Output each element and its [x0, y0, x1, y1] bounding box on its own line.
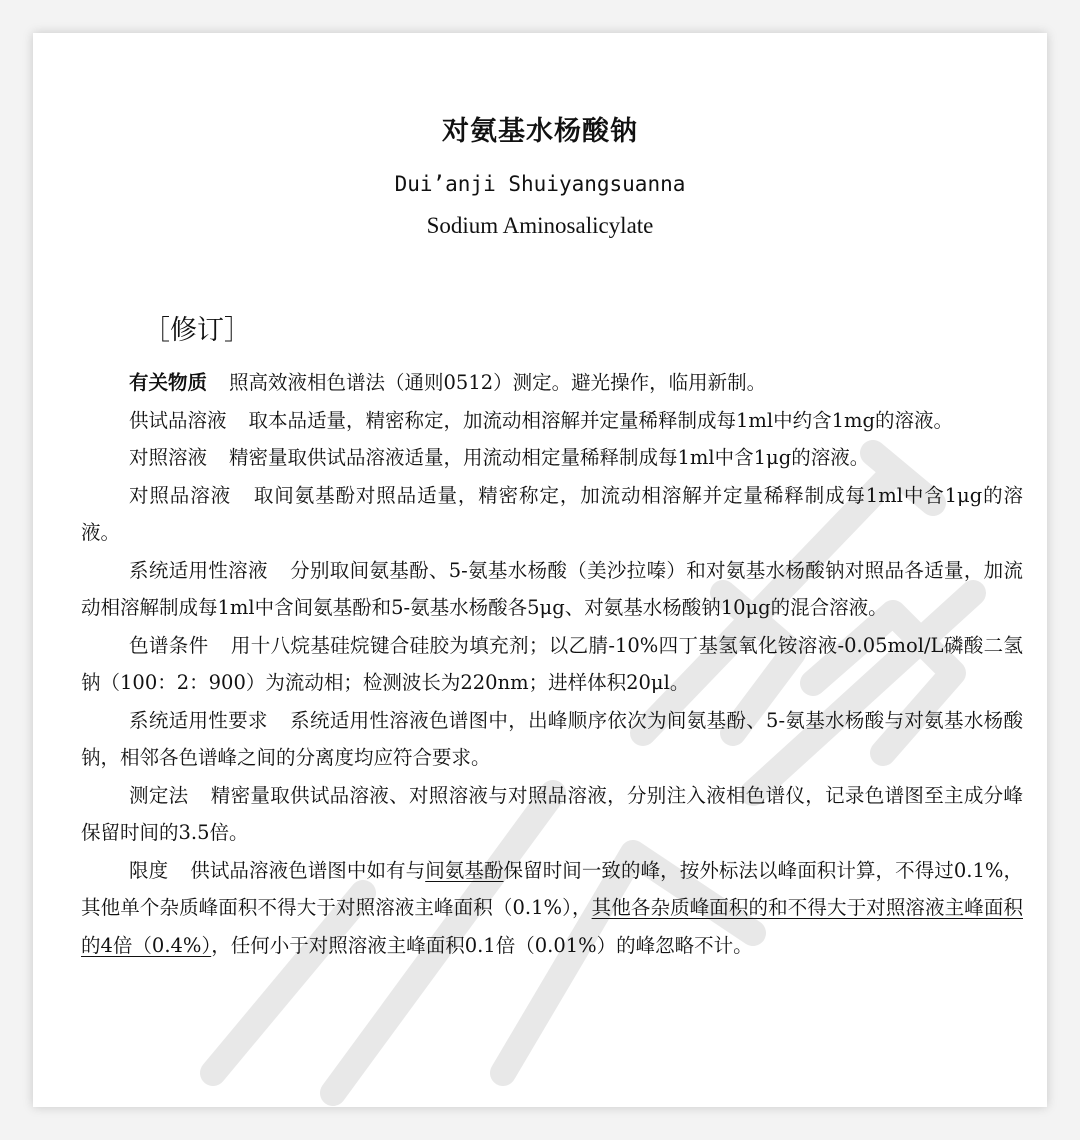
paragraph-system-suitability-requirements [81, 702, 1023, 777]
paragraph-text: 分别取间氨基酚、5-氨基水杨酸（美沙拉嗪）和对氨基水杨酸钠对照品各适量，加流动相溶解制成每1ml中含间氨基酚和5-氨基水杨酸各5μg、对氨基水杨酸钠10μg的混合溶液。 [81, 558, 1023, 619]
paragraph-test-solution [81, 402, 1023, 440]
limit-text-1: 供试品溶液色谱图中如有与 [190, 858, 426, 882]
paragraph-procedure [81, 777, 1023, 852]
limit-text-2: 保留时间一致的峰，按外标法以峰面积计算，不得过0.1%，其他单个杂质峰面积不得大于对照溶液主峰面积（0.1%）， [81, 858, 1023, 919]
document-title: 对氨基水杨酸钠 [442, 116, 638, 147]
paragraph-reference-standard-solution [81, 477, 1023, 552]
paragraph-related-substances [81, 364, 1023, 402]
paragraph-lead: 对照溶液 [129, 446, 208, 469]
paragraph-lead: 系统适用性要求 [129, 708, 268, 732]
paragraph-system-suitability-solution [81, 552, 1023, 627]
limit-text-3: ，任何小于对照溶液主峰面积0.1倍（0.01%）的峰忽略不计。 [211, 933, 753, 957]
english-name: Sodium Aminosalicylate [426, 213, 654, 238]
paragraph-lead: 测定法 [129, 783, 189, 807]
paragraph-chromatographic-conditions [81, 627, 1023, 702]
document-page [33, 33, 1047, 1107]
paragraph-lead: 有关物质 [129, 371, 208, 394]
paragraph-text: 取本品适量，精密称定，加流动相溶解并定量稀释制成每1ml中约含1mg的溶液。 [248, 408, 954, 432]
paragraph-lead: 供试品溶液 [129, 408, 227, 432]
paragraph-lead: 色谱条件 [129, 633, 209, 657]
paragraph-text: 精密量取供试品溶液适量，用流动相定量稀释制成每1ml中含1μg的溶液。 [229, 446, 870, 469]
paragraph-text: 照高效液相色谱法（通则0512）测定。避光操作，临用新制。 [229, 371, 767, 394]
paragraph-lead: 对照品溶液 [129, 483, 231, 507]
paragraph-text: 精密量取供试品溶液、对照溶液与对照品溶液，分别注入液相色谱仪，记录色谱图至主成分峰保留时间的3.5倍。 [81, 783, 1023, 844]
paragraph-reference-solution [81, 439, 1023, 477]
paragraph-lead: 限度 [129, 858, 169, 882]
paragraph-text: 用十八烷基硅烷键合硅胶为填充剂；以乙腈-10%四丁基氢氧化铵溶液-0.05mol/L磷酸二氢钠（100：2：900）为流动相；检测波长为220nm；进样体积20μl。 [81, 633, 1023, 694]
paragraph-text: 取间氨基酚对照品适量，精密称定，加流动相溶解并定量稀释制成每1ml中含1μg的溶液。 [81, 483, 1023, 544]
section-label: ［修订］ [143, 315, 251, 346]
limit-underlined-1: 间氨基酚 [425, 858, 504, 882]
limit-underlined-2: 其他各杂质峰面积的和不得大于对照溶液主峰面积的4倍（0.4%） [81, 896, 1023, 957]
pinyin-name: Dui’anji Shuiyangsuanna [394, 172, 686, 196]
paragraph-limit [81, 852, 1023, 965]
document-body [81, 364, 1023, 964]
paragraph-lead: 系统适用性溶液 [129, 558, 268, 582]
paragraph-text: 系统适用性溶液色谱图中，出峰顺序依次为间氨基酚、5-氨基水杨酸与对氨基水杨酸钠，相邻各色谱峰之间的分离度均应符合要求。 [81, 708, 1023, 769]
